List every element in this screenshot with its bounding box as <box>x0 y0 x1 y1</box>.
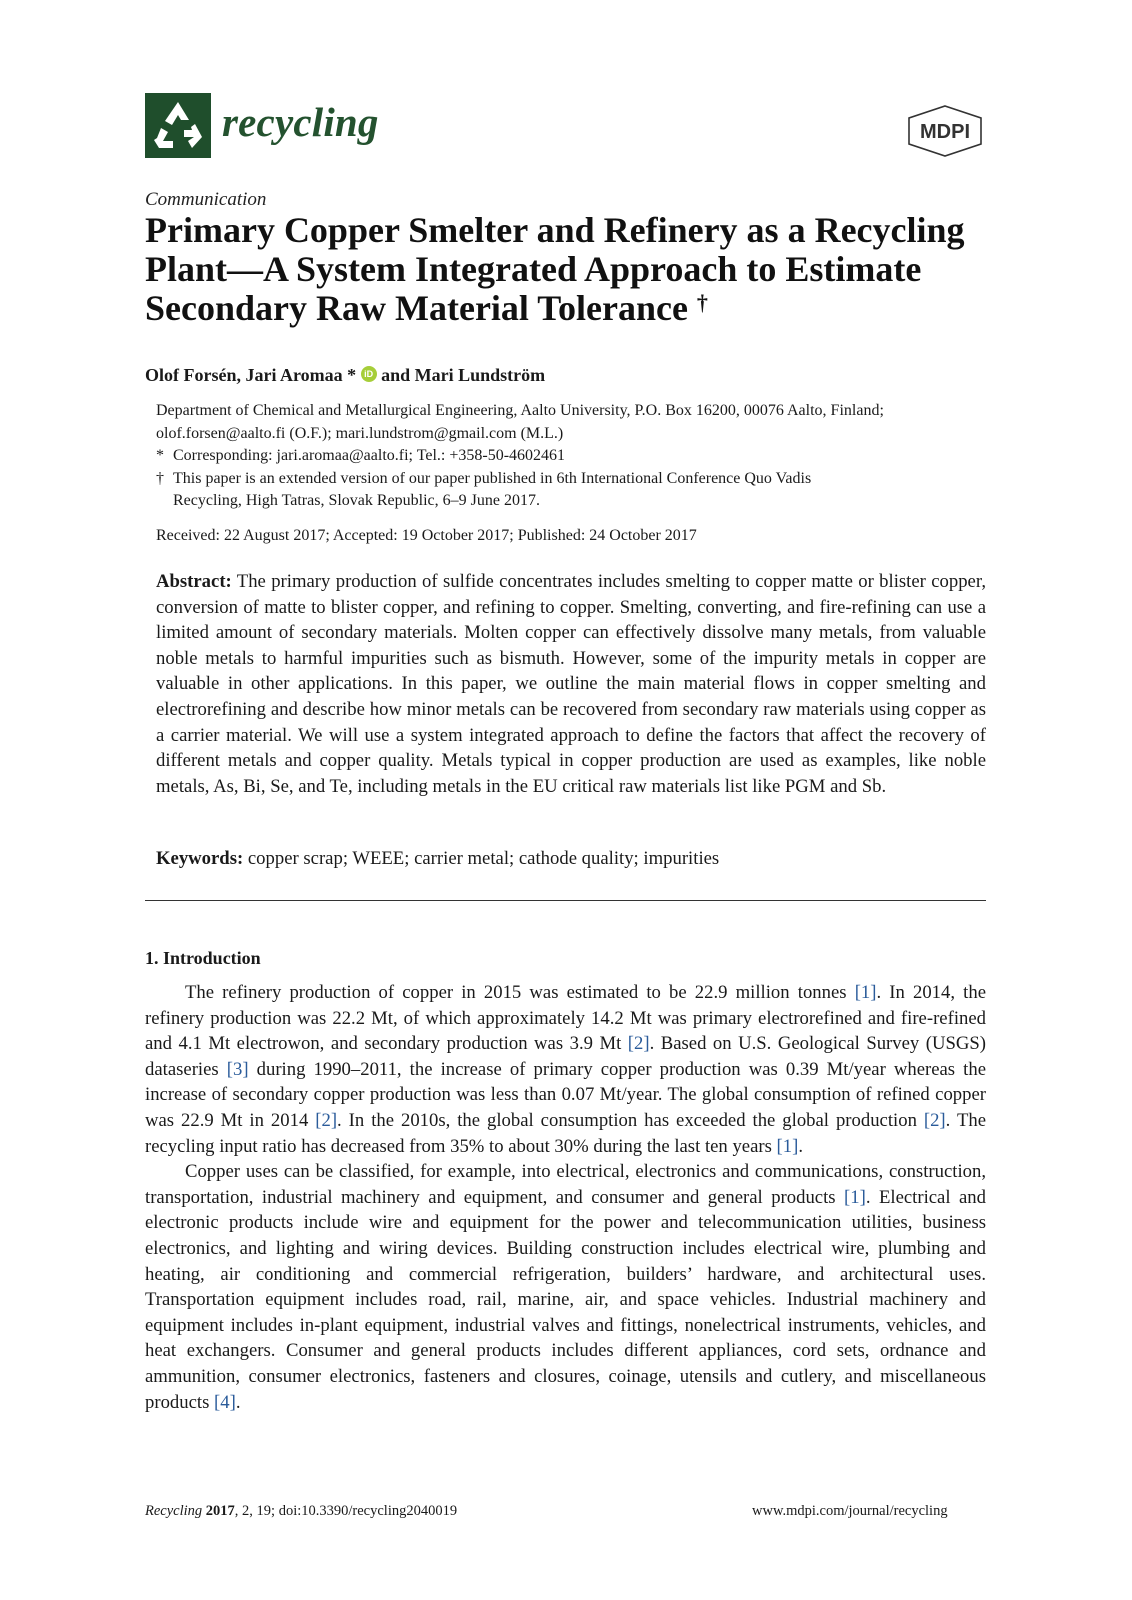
section-heading: 1. Introduction <box>145 948 261 968</box>
mdpi-logo-text: MDPI <box>920 121 970 143</box>
mdpi-logo <box>905 104 986 158</box>
text-run: Copper uses can be classified, for example, into electrical, electronics and communications, construction, transportation, industrial machinery and equipment, and consumer and general products <box>145 1161 986 1208</box>
citation-link[interactable]: [3] <box>226 1058 249 1080</box>
text-run: during 1990–2011, the increase of primary copper production was 0.39 Mt/year whereas the increase of secondary copper production was less than 0.07 Mt/year. The global consumption of refined copper was 22.9 Mt in 2014 <box>145 1058 986 1131</box>
keywords <box>156 848 719 870</box>
article-type: Communication <box>145 189 267 210</box>
section-divider <box>145 900 986 901</box>
abstract <box>156 569 986 799</box>
corresponding-text: Corresponding: jari.aromaa@aalto.fi; Tel.: +358-50-4602461 <box>173 447 566 464</box>
journal-name: recycling <box>222 99 379 145</box>
journal-logo <box>145 93 211 158</box>
publication-dates: Received: 22 August 2017; Accepted: 19 October 2017; Published: 24 October 2017 <box>156 527 697 544</box>
citation-link[interactable]: [2] <box>627 1033 650 1055</box>
note-mark: † <box>156 469 164 487</box>
text-run: . Based on U.S. Geological Survey (USGS) dataseries <box>145 1033 986 1080</box>
orcid-icon[interactable]: iD <box>361 366 377 382</box>
footer-journal: Recycling <box>145 1503 203 1519</box>
citation-link[interactable]: [1] <box>844 1186 866 1208</box>
affiliation-emails: olof.forsen@aalto.fi (O.F.); mari.lundstrom@gmail.com (M.L.) <box>156 424 564 442</box>
authors-text-last: and Mari Lundström <box>381 365 546 385</box>
footer-year: 2017 <box>205 1503 235 1519</box>
corresponding-author <box>156 445 1006 468</box>
paragraph-2 <box>145 1159 986 1415</box>
corresponding-mark: * <box>156 447 164 464</box>
text-run: . Electrical and electronic products include wire and equipment for the power and telecommunication utilities, business electronics, and lighting and wiring devices. Building construction includes electrical wire, plumbing and heating, air conditioning and commercial refrigeration, builders’ hardware, and architectural uses. Transportation equipment includes road, rail, marine, air, and space vehicles. Industrial machinery and equipment includes in-plant equipment, industrial valves and fittings, nonelectrical instruments, vehicles, and heat exchangers. Consumer and general products includes different appliances, cord sets, ordnance and ammunition, consumer electronics, fasteners and closures, coinage, utensils and cutlery, and miscellaneous products <box>145 1186 986 1413</box>
citation-link[interactable]: [1] <box>854 982 877 1003</box>
body-text <box>145 980 986 1415</box>
abstract-label: Abstract: <box>156 571 232 592</box>
text-run: . In the 2010s, the global consumption has exceeded the global production <box>337 1109 924 1131</box>
text-run: The refinery production of copper in 2015 was estimated to be 22.9 million tonnes <box>185 982 855 1003</box>
footer-url[interactable]: www.mdpi.com/journal/recycling <box>752 1503 948 1519</box>
article-title <box>145 211 1005 328</box>
citation-link[interactable]: [2] <box>315 1109 338 1131</box>
affiliation-line: Department of Chemical and Metallurgical Engineering, Aalto University, P.O. Box 16200, 00076 Aalto, Finland; <box>156 402 884 419</box>
note-text: This paper is an extended version of our paper published in 6th International Conference Quo Vadis <box>173 469 812 487</box>
abstract-text: The primary production of sulfide concentrates includes smelting to copper matte or blister copper, conversion of matte to blister copper, and refining to copper. Smelting, converting, and fire-refining can use a limited amount of secondary materials. Molten copper can effectively dissolve many metals, from valuable noble metals to harmful impurities such as bismuth. However, some of the impurity metals in copper are valuable in other applications. In this paper, we outline the main material flows in copper smelting and electrorefining and describe how minor metals can be recovered from secondary raw materials using copper as a carrier material. We will use a system integrated approach to define the factors that affect the recovery of different metals and copper quality. Metals typical in copper production are used as examples, like noble metals, As, Bi, Se, and Te, including metals in the EU critical raw materials list like PGM and Sb. <box>156 571 986 797</box>
citation-link[interactable]: [4] <box>214 1391 236 1413</box>
title-footnote-mark: † <box>696 290 708 315</box>
recycle-icon <box>145 93 211 158</box>
text-run: . <box>798 1135 804 1157</box>
text-run: . <box>235 1391 241 1413</box>
article-title-text: Primary Copper Smelter and Refinery as a Recycling Plant—A System Integrated Approach to Estimate Secondary Raw Material Tolerance <box>145 210 965 328</box>
authors-text: Olof Forsén, Jari Aromaa * <box>145 365 357 385</box>
author-list <box>145 365 545 386</box>
keywords-label: Keywords: <box>156 848 244 869</box>
extended-version-note-cont: Recycling, High Tatras, Slovak Republic, 6–9 June 2017. <box>173 492 540 509</box>
citation-link[interactable]: [1] <box>776 1135 799 1157</box>
affiliations <box>156 400 1006 513</box>
paragraph-1 <box>145 980 986 1159</box>
text-run: . In 2014, the refinery production was 22.2 Mt, of which approximately 14.2 Mt was primary electrorefined and fire-refined and 4.1 Mt electrowon, and secondary production was 3.9 Mt <box>145 982 986 1055</box>
footer-doi[interactable]: , 2, 19; doi:10.3390/recycling2040019 <box>234 1503 458 1519</box>
text-run: . The recycling input ratio has decreased from 35% to about 30% during the last ten years <box>145 1109 986 1157</box>
footer-citation <box>145 1503 457 1520</box>
citation-link[interactable]: [2] <box>923 1109 946 1131</box>
keywords-text: copper scrap; WEEE; carrier metal; cathode quality; impurities <box>247 848 720 869</box>
extended-version-note <box>156 468 1006 491</box>
